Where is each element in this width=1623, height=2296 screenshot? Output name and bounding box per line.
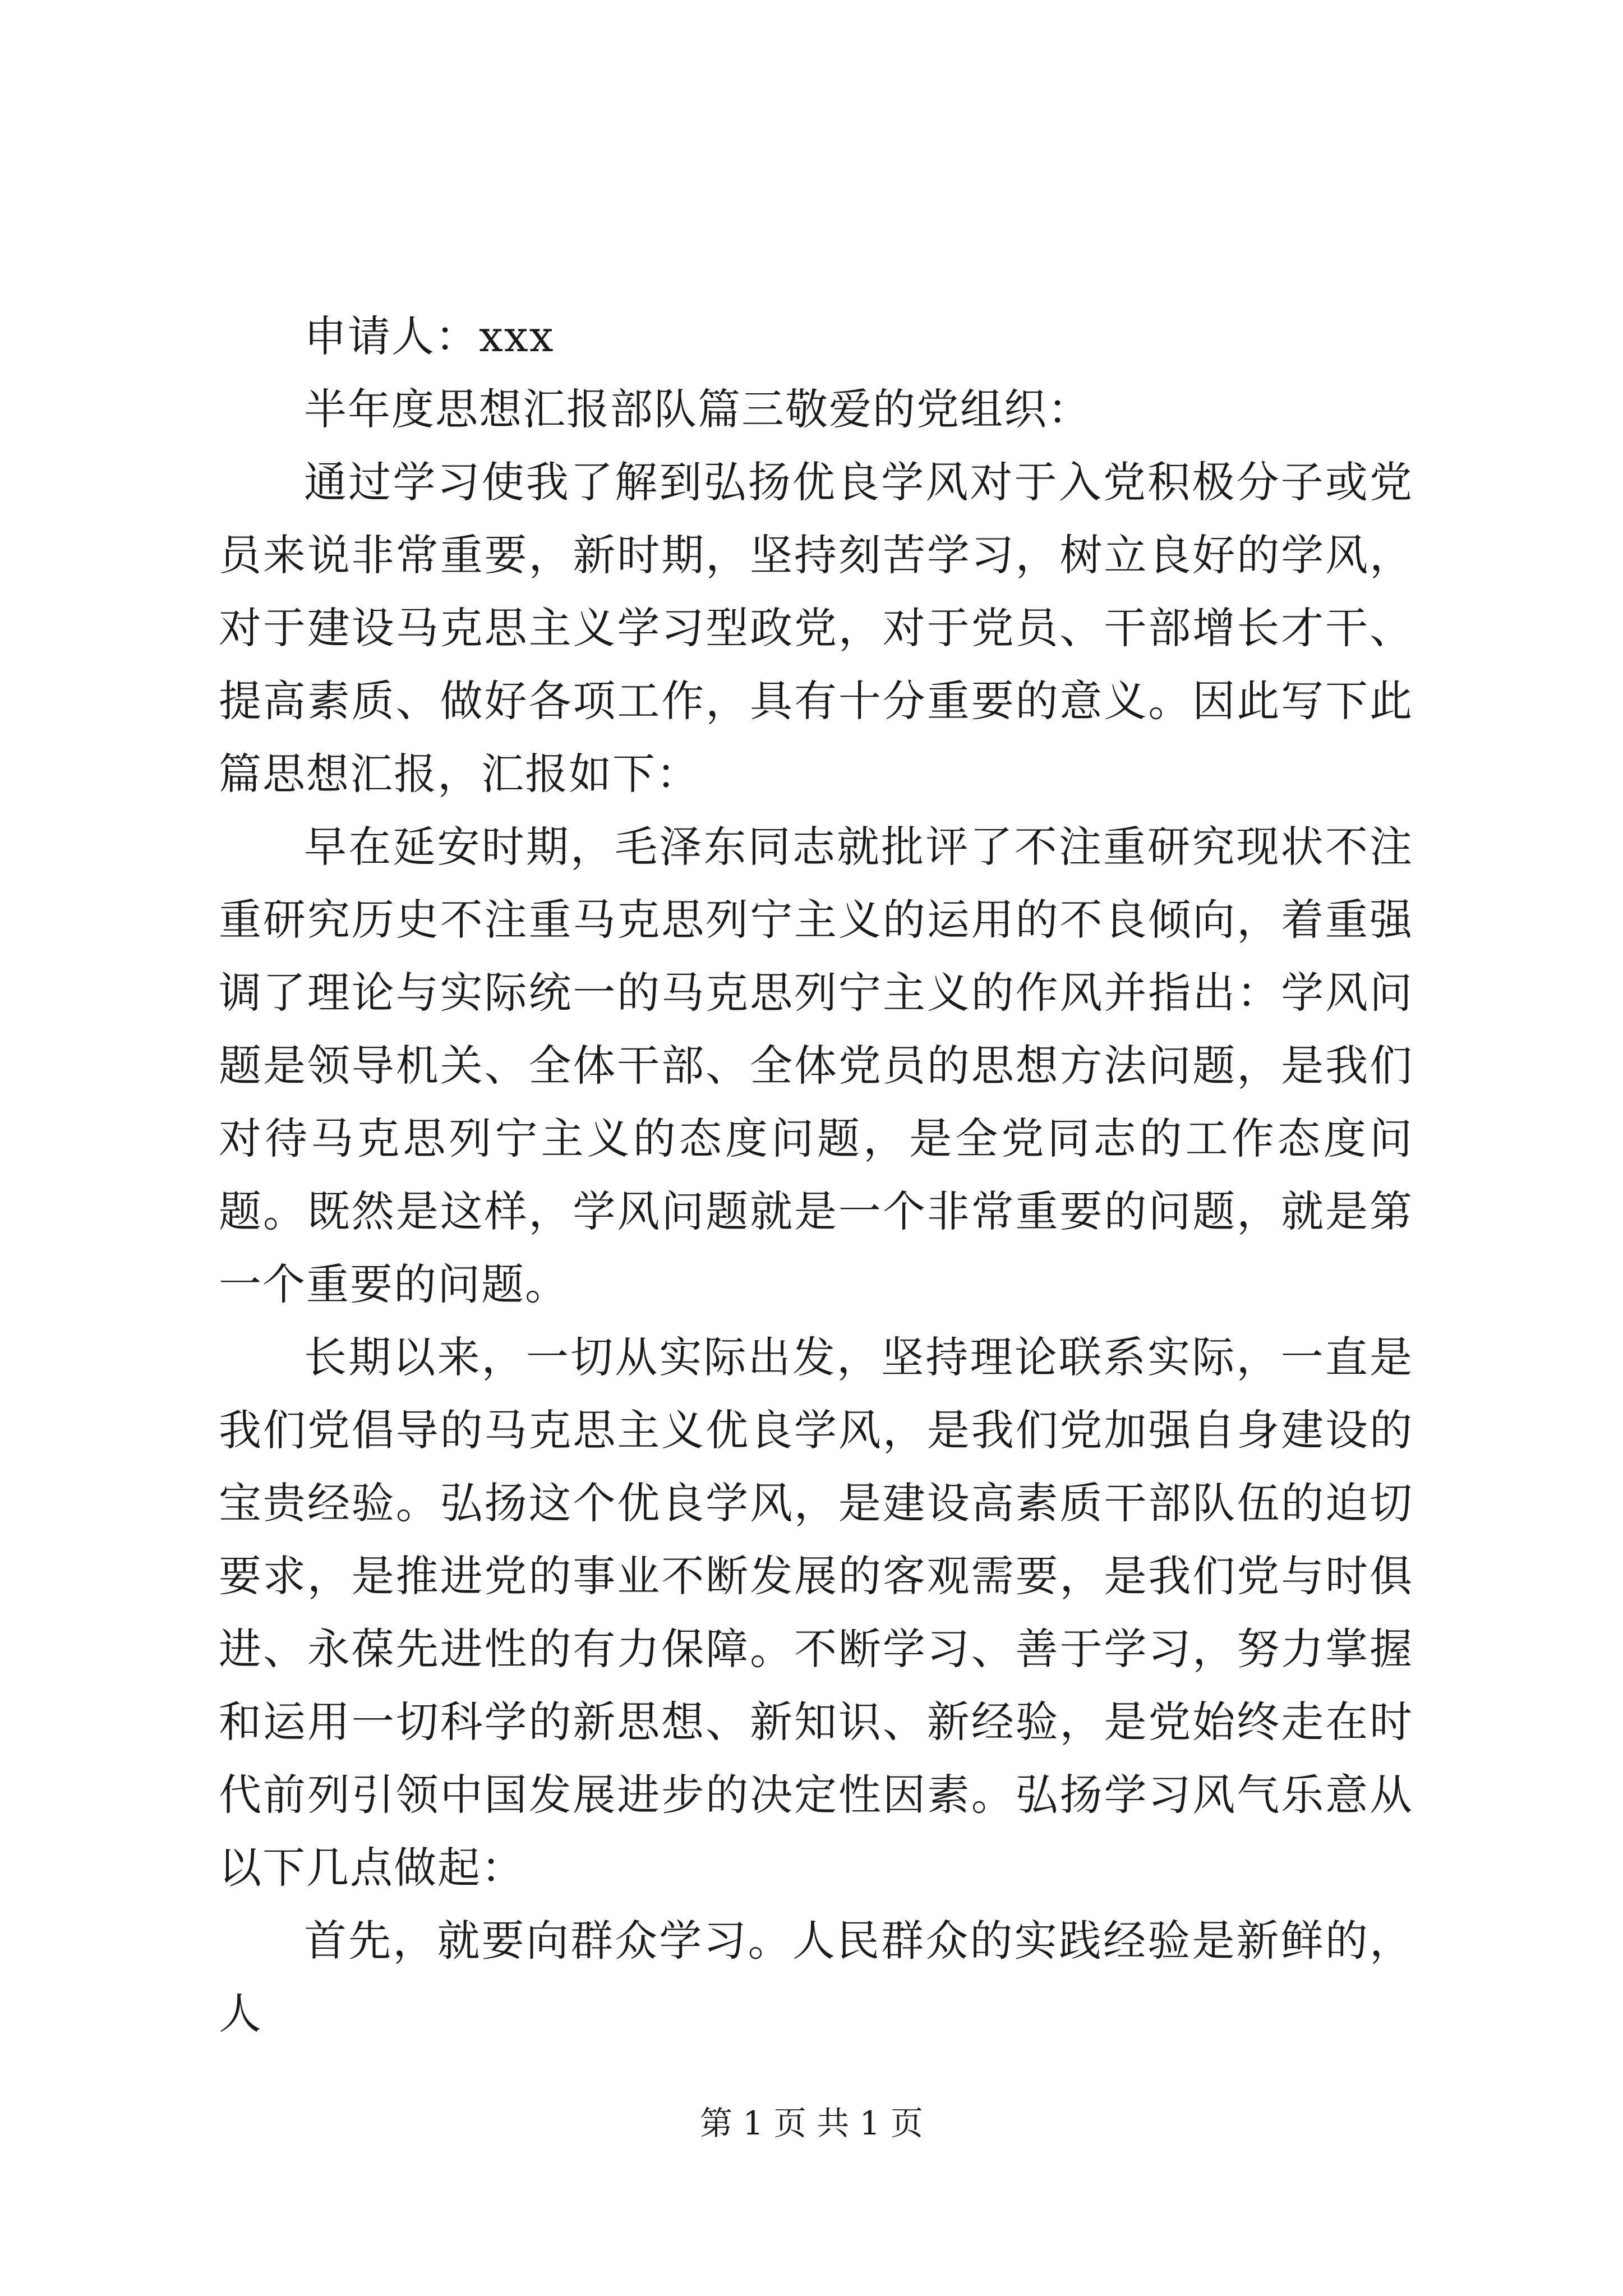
body-paragraph: 通过学习使我了解到弘扬优良学风对于入党积极分子或党员来说非常重要，新时期，坚持刻苦学习，树立良好的学风，对于建设马克思主义学习型政党，对于党员、干部增长才干、提高素质、做好各项工作，具有十分重要的意义。因此写下此篇思想汇报，汇报如下：	[219, 457, 1413, 799]
page-number-footer: 第 1 页 共 1 页	[700, 2104, 923, 2142]
body-paragraph: 首先，就要向群众学习。人民群众的实践经验是新鲜的，人	[219, 1916, 1413, 2039]
body-paragraph: 长期以来，一切从实际出发，坚持理论联系实际，一直是我们党倡导的马克思主义优良学风，是我们党加强自身建设的宝贵经验。弘扬这个优良学风，是建设高素质干部队伍的迫切要求，是推进党的事业不断发展的客观需要，是我们党与时俱进、永葆先进性的有力保障。不断学习、善于学习，努力掌握和运用一切科学的新思想、新知识、新经验，是党始终走在时代前列引领中国发展进步的决定性因素。弘扬学习风气乐意从以下几点做起：	[219, 1332, 1413, 1893]
applicant-line: 申请人：xxx	[304, 311, 555, 361]
document-body	[219, 300, 1413, 2050]
body-paragraph: 早在延安时期，毛泽东同志就批评了不注重研究现状不注重研究历史不注重马克思列宁主义的运用的不良倾向，着重强调了理论与实际统一的马克思列宁主义的作风并指出：学风问题是领导机关、全体干部、全体党员的思想方法问题，是我们对待马克思列宁主义的态度问题，是全党同志的工作态度问题。既然是这样，学风问题就是一个非常重要的问题，就是第一个重要的问题。	[219, 822, 1413, 1309]
report-title-line: 半年度思想汇报部队篇三敬爱的党组织：	[304, 384, 1091, 434]
